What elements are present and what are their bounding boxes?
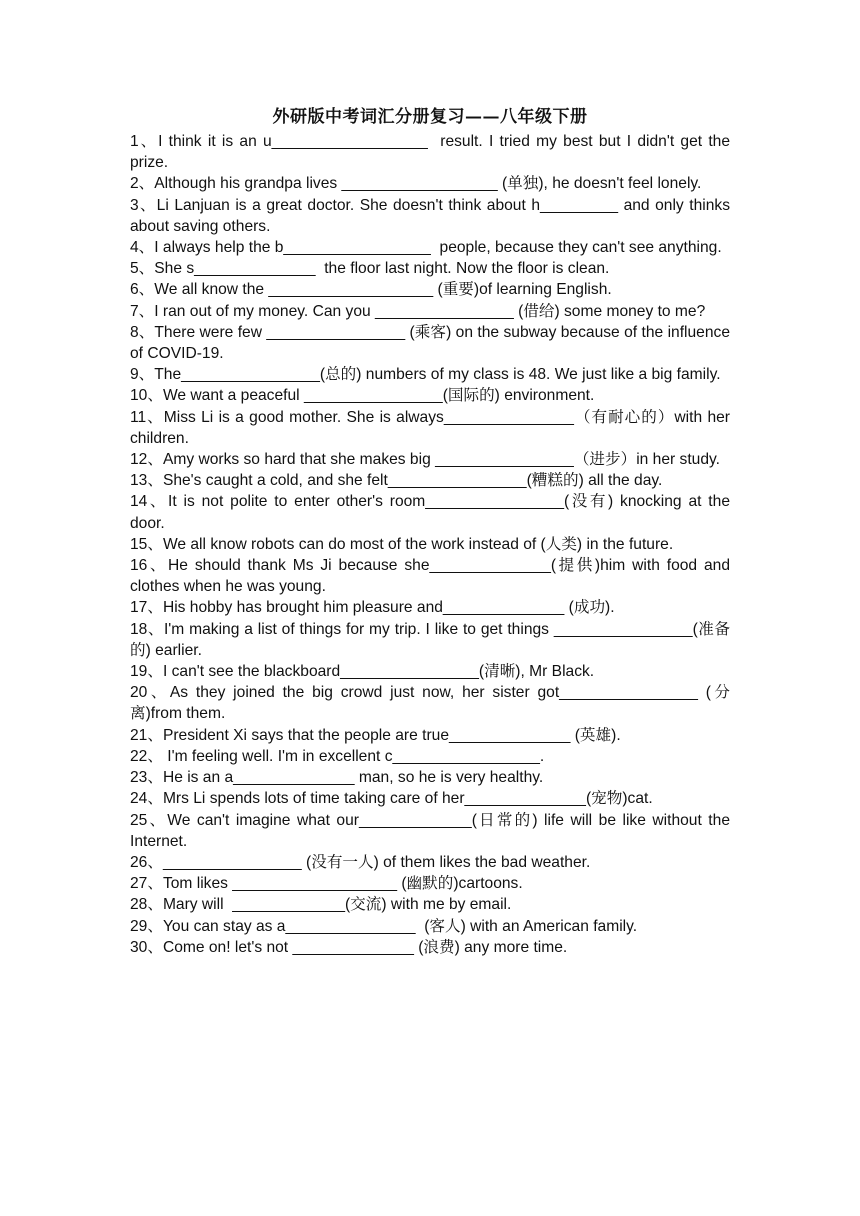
question-28 bbox=[130, 894, 730, 915]
question-text: 22、 I'm feeling well. I'm in excellent c_________________. bbox=[130, 747, 545, 765]
question-text: 8、There were few ________________ (乘客) on the subway because of the influence of COVID-19. bbox=[130, 323, 735, 363]
question-19 bbox=[130, 661, 730, 682]
question-text: 6、We all know the ___________________ (重要)of learning English. bbox=[130, 281, 612, 299]
question-text: 15、We all know robots can do most of the work instead of (人类) in the future. bbox=[130, 535, 674, 553]
question-13 bbox=[130, 470, 730, 491]
question-text: 10、We want a peaceful ________________(国际的) environment. bbox=[130, 387, 595, 405]
question-7 bbox=[130, 301, 730, 322]
question-21 bbox=[130, 725, 730, 746]
question-text: 23、He is an a______________ man, so he is very healthy. bbox=[130, 769, 544, 787]
question-text: 14、It is not polite to enter other's room________________(没有) knocking at the door. bbox=[130, 493, 735, 532]
question-17 bbox=[130, 597, 730, 618]
question-25 bbox=[130, 810, 735, 852]
question-text: 2、Although his grandpa lives __________________ (单独), he doesn't feel lonely. bbox=[130, 175, 702, 193]
question-10 bbox=[130, 385, 730, 406]
question-24 bbox=[130, 788, 730, 809]
question-text: 27、Tom likes ___________________ (幽默的)cartoons. bbox=[130, 875, 523, 893]
question-text: 16、He should thank Ms Ji because she______________(提供)him with food and clothes when he was young. bbox=[130, 557, 735, 596]
question-18 bbox=[130, 619, 730, 661]
question-14 bbox=[130, 491, 735, 533]
question-text: 21、President Xi says that the people are true______________ (英雄). bbox=[130, 726, 621, 744]
page-title: 外研版中考词汇分册复习——八年级下册 bbox=[272, 107, 588, 127]
question-15 bbox=[130, 534, 730, 555]
question-23 bbox=[130, 767, 730, 788]
question-29 bbox=[130, 916, 730, 937]
question-5 bbox=[130, 258, 730, 279]
question-text: 7、I ran out of my money. Can you ________________ (借给) some money to me? bbox=[130, 302, 706, 320]
question-22 bbox=[130, 746, 730, 767]
question-text: 28、Mary will _____________(交流) with me by email. bbox=[130, 896, 512, 914]
question-16 bbox=[130, 555, 735, 597]
question-text: 26、________________ (没有一人) of them likes the bad weather. bbox=[130, 853, 591, 871]
question-list bbox=[130, 131, 735, 958]
question-27 bbox=[130, 873, 730, 894]
question-text: 1、I think it is an u__________________ result. I tried my best but I didn't get the prize. bbox=[130, 133, 735, 172]
question-6 bbox=[130, 279, 730, 300]
question-text: 25、We can't imagine what our_____________(日常的) life will be like without the Internet. bbox=[130, 811, 735, 850]
question-3 bbox=[130, 195, 735, 237]
question-text: 3、Li Lanjuan is a great doctor. She doesn't think about h_________ and only thinks about saving others. bbox=[130, 196, 735, 235]
question-text: 13、She's caught a cold, and she felt________________(糟糕的) all the day. bbox=[130, 472, 663, 490]
question-20 bbox=[130, 682, 730, 724]
question-2 bbox=[130, 173, 730, 194]
question-text: 4、I always help the b_________________ people, because they can't see anything. bbox=[130, 239, 722, 257]
question-text: 5、She s______________ the floor last night. Now the floor is clean. bbox=[130, 260, 610, 278]
question-text: 19、I can't see the blackboard________________(清晰), Mr Black. bbox=[130, 663, 595, 681]
question-11 bbox=[130, 407, 735, 449]
question-26 bbox=[130, 852, 730, 873]
question-text: 9、The________________(总的) numbers of my class is 48. We just like a big family. bbox=[130, 366, 721, 384]
question-text: 17、His hobby has brought him pleasure and______________ (成功). bbox=[130, 599, 615, 617]
question-text: 12、Amy works so hard that she makes big ________________（进步）in her study. bbox=[130, 451, 720, 469]
question-30 bbox=[130, 937, 730, 958]
question-4 bbox=[130, 237, 730, 258]
question-9 bbox=[130, 364, 730, 385]
question-text: 20、As they joined the big crowd just now, her sister got________________ (分离)from them. bbox=[130, 684, 730, 723]
question-text: 24、Mrs Li spends lots of time taking care of her______________(宠物)cat. bbox=[130, 790, 653, 808]
question-text: 11、Miss Li is a good mother. She is always_______________（有耐心的）with her children. bbox=[130, 408, 735, 447]
question-1 bbox=[130, 131, 735, 173]
question-12 bbox=[130, 449, 730, 470]
question-text: 29、You can stay as a_______________ (客人) with an American family. bbox=[130, 917, 638, 935]
question-text: 18、I'm making a list of things for my trip. I like to get things ________________(准备的) earlier. bbox=[130, 620, 730, 659]
question-8 bbox=[130, 322, 735, 364]
question-text: 30、Come on! let's not ______________ (浪费) any more time. bbox=[130, 938, 568, 956]
